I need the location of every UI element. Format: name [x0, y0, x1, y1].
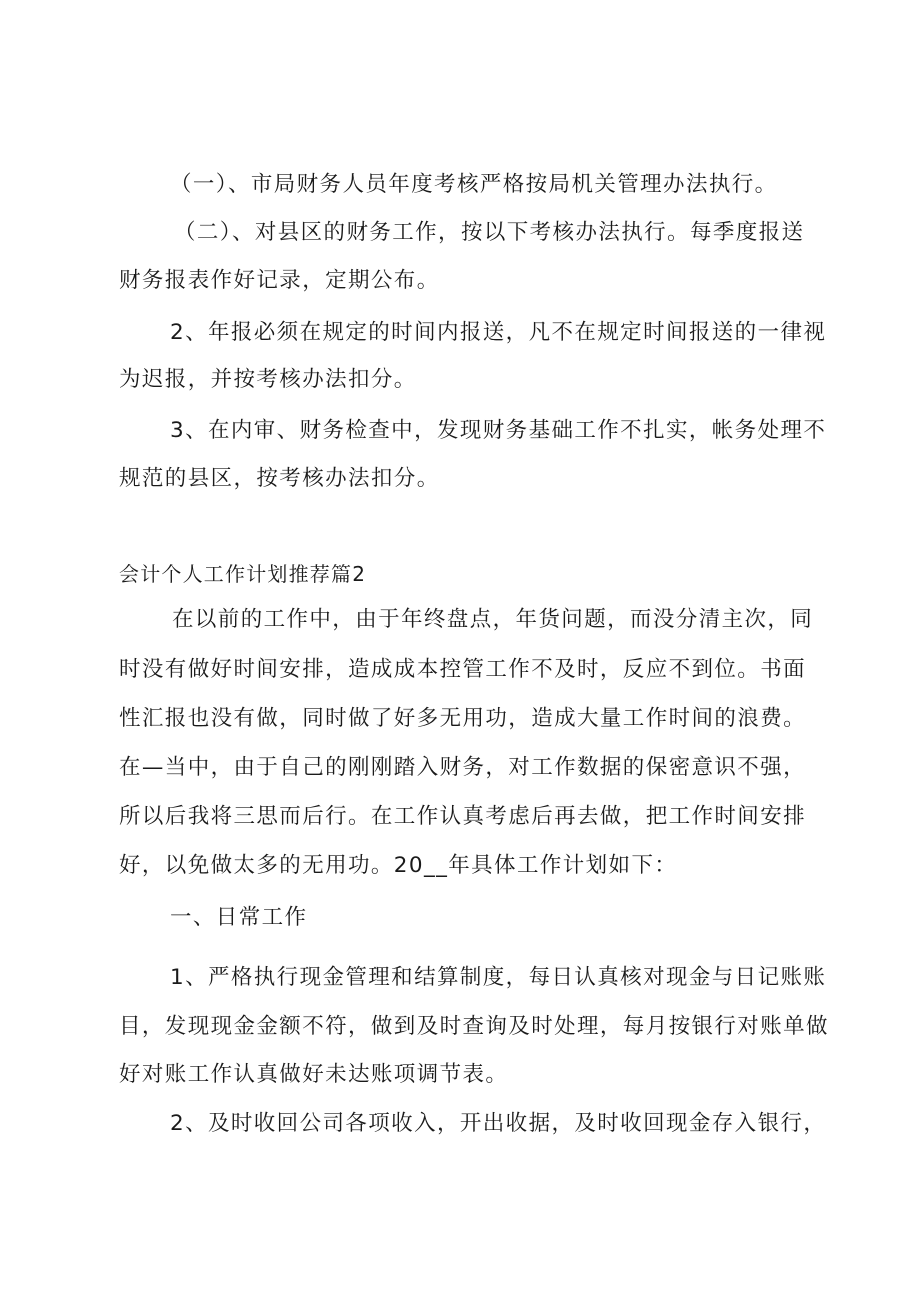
text-line-cash-1: 1、严格执行现金管理和结算制度，每日认真核对现金与日记账账	[170, 965, 827, 990]
text-line-annual-report: 2、年报必须在规定的时间内报送，凡不在规定时间报送的一律视	[170, 320, 827, 345]
section-heading: 会计个人工作计划推荐篇2	[119, 562, 367, 586]
text-line-review-2: 时没有做好时间安排，造成成本控管工作不及时，反应不到位。书面	[119, 657, 807, 682]
text-line-internal-audit-cont: 规范的县区，按考核办法扣分。	[119, 466, 440, 491]
text-line-review-5: 所以后我将三思而后行。在工作认真考虑后再去做，把工作时间安排	[119, 804, 807, 829]
text-line-assessment-2: （二）、对县区的财务工作，按以下考核办法执行。每季度报送	[174, 220, 805, 245]
text-line-cash-2: 目，发现现金金额不符，做到及时查询及时处理，每月按银行对账单做	[119, 1014, 829, 1039]
text-line-assessment-2-cont: 财务报表作好记录，定期公布。	[119, 268, 440, 293]
text-line-assessment-1: （一）、市局财务人员年度考核严格按局机关管理办法执行。	[170, 172, 778, 197]
text-line-cash-3: 好对账工作认真做好未达账项调节表。	[119, 1062, 509, 1087]
text-line-annual-report-cont: 为迟报，并按考核办法扣分。	[119, 367, 417, 392]
text-line-review-6: 好，以免做太多的无用功。20__年具体工作计划如下：	[119, 853, 678, 878]
text-line-review-1: 在以前的工作中，由于年终盘点，年货问题，而没分清主次，同	[172, 607, 814, 632]
text-line-income-1: 2、及时收回公司各项收入，开出收据，及时收回现金存入银行，	[170, 1111, 827, 1136]
text-line-internal-audit: 3、在内审、财务检查中，发现财务基础工作不扎实，帐务处理不	[170, 418, 827, 443]
text-line-review-3: 性汇报也没有做，同时做了好多无用功，造成大量工作时间的浪费。	[119, 706, 807, 731]
subheading-daily-work: 一、日常工作	[170, 905, 308, 930]
text-line-review-4: 在—当中，由于自己的刚刚踏入财务，对工作数据的保密意识不强，	[119, 755, 807, 780]
